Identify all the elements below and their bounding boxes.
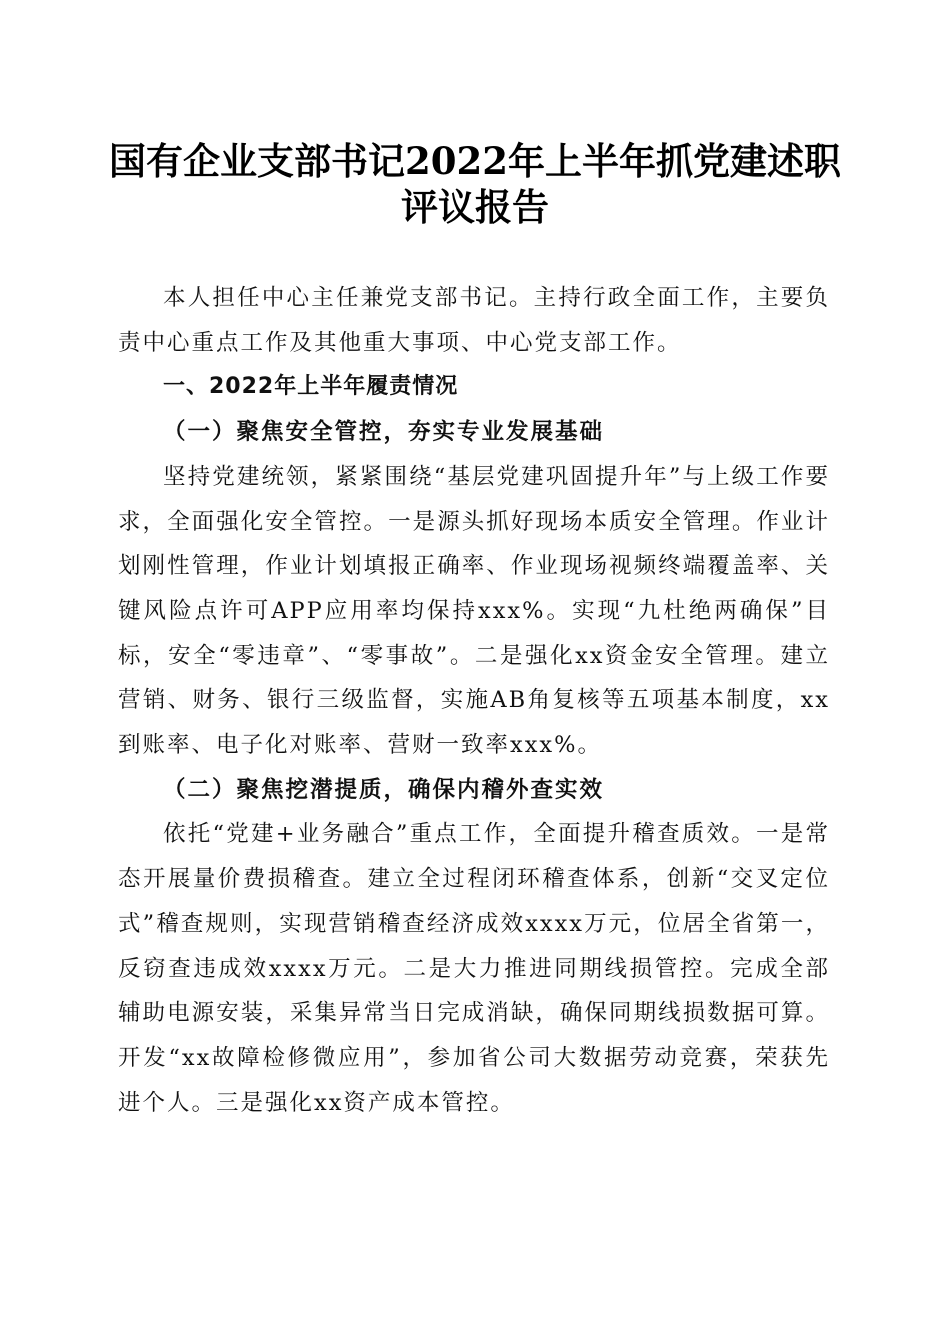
document-body <box>118 276 830 1125</box>
document-title-line-2: 评议报告 <box>401 185 549 229</box>
document-title-line-1: 国有企业支部书记2022年上半年抓党建述职 <box>109 139 841 183</box>
subsection-heading-2: （二）聚焦挖潜提质，确保内稽外查实效 <box>163 776 605 803</box>
subsection-heading-1: （一）聚焦安全管控，夯实专业发展基础 <box>163 419 605 446</box>
section-heading: 一、2022年上半年履责情况 <box>163 374 459 400</box>
intro-paragraph: 本人担任中心主任兼党支部书记。主持行政全面工作，主要负责中心重点工作及其他重大事项、中心党支部工作。 <box>118 285 830 356</box>
subsection-2-paragraph: 依托“党建+业务融合”重点工作，全面提升稽查质效。一是常态开展量价费损稽查。建立全过程闭环稽查体系，创新“交叉定位式”稽查规则，实现营销稽查经济成效xxxx万元，位居全省第一，反窃查违成效xxxx万元。二是大力推进同期线损管控。完成全部辅助电源安装，采集异常当日完成消缺，确保同期线损数据可算。开发“xx故障检修微应用”，参加省公司大数据劳动竞赛，荣获先进个人。三是强化xx资产成本管控。 <box>118 821 830 1116</box>
subsection-1-paragraph: 坚持党建统领，紧紧围绕“基层党建巩固提升年”与上级工作要求，全面强化安全管控。一是源头抓好现场本质安全管理。作业计划刚性管理，作业计划填报正确率、作业现场视频终端覆盖率、关键风险点许可APP应用率均保持xxx%。实现“九杜绝两确保”目标，安全“零违章”、“零事故”。二是强化xx资金安全管理。建立营销、财务、银行三级监督，实施AB角复核等五项基本制度，xx到账率、电子化对账率、营财一致率xxx%。 <box>118 463 830 759</box>
